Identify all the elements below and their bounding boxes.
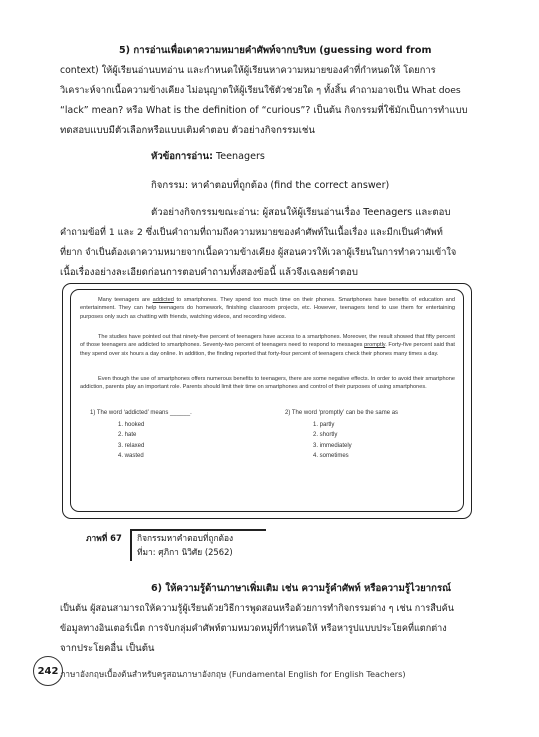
- section-5-line: context) ให้ผู้เรียนอ่านบทอ่าน และกำหนดให้ผู้เรียนหาความหมายของคำที่กำหนดให้ โดยการ: [60, 65, 436, 76]
- activity-label: กิจกรรม:: [151, 180, 189, 191]
- question-2: [285, 408, 398, 462]
- topic-line: [151, 147, 265, 167]
- caption-divider: [130, 529, 132, 561]
- highlighted-word: addicted: [152, 297, 174, 303]
- section-6-line: จากประโยคอื่น เป็นต้น: [60, 643, 155, 654]
- activity-line: [151, 176, 389, 196]
- highlighted-word: promptly: [364, 342, 386, 349]
- reading-paragraph-2: The studies have pointed out that ninety-five percent of teenagers have access to a smartphones. Moreover, the result showed that fifty percent of those teenagers are addicted to smartphones. Seventy-two percent of teenagers need to respond to messages promptly. Forty-five percent said that they spend over six hours a day online. In addition, the finding reported that forty-four percent of teenagers check their phones many times a day.: [80, 334, 455, 357]
- question-2-option: 4. sometimes: [313, 453, 349, 459]
- question-1-option: 4. wasted: [118, 453, 144, 459]
- section-6-line: ข้อมูลทางอินเตอร์เน็ต การจับกลุ่มคำศัพท์ตามหมวดหมู่ที่กำหนดให้ หรือหารูปแบบประโยคที่แตกต่าง: [60, 624, 447, 634]
- section-6-line: 6) ให้ความรู้ด้านภาษาเพิ่มเติม เช่น ความรู้คำศัพท์ หรือความรู้ไวยากรณ์: [151, 583, 452, 594]
- activity-value: หาคำตอบที่ถูกต้อง (find the correct answer): [191, 180, 390, 191]
- figure-title: กิจกรรมหาคำตอบที่ถูกต้อง: [137, 533, 234, 543]
- example-line: ตัวอย่างกิจกรรมขณะอ่าน: ผู้สอนให้ผู้เรียนอ่านเรื่อง Teenagers และตอบ: [151, 207, 451, 218]
- section-5-line: วิเคราะห์จากเนื้อความข้างเคียง ไม่อนุญาตให้ผู้เรียนใช้ตัวช่วยใด ๆ ทั้งสิ้น คำถามอาจเป็น What does: [60, 85, 461, 96]
- question-2-option: 2. shortly: [313, 432, 338, 438]
- question-1-stem: 1) The word ‘addicted’ means ______.: [90, 410, 192, 416]
- figure-source: ที่มา: ศุภิกา นิวิศัย (2562): [137, 547, 233, 557]
- question-1-option: 1. hooked: [118, 421, 145, 428]
- reading-paragraph-3: Even though the use of smartphones offers numerous benefits to teenagers, there are some negative effects. In order to avoid their smartphone addiction, parents play an important role. Parents should limit their time on smartphones and control of their purposes of using smartphones.: [80, 376, 455, 391]
- question-2-option: 3. immediately: [313, 442, 352, 449]
- section-5-line: “lack” mean? หรือ What is the definition of “curious”? เป็นต้น กิจกรรมที่ใช้มักเป็นการทำแบบ: [60, 105, 468, 116]
- page-number: 242: [33, 656, 63, 686]
- section-6-line: เป็นต้น ผู้สอนสามารถให้ความรู้ผู้เรียนด้วยวิธีการพูดสอนหรือด้วยการทำกิจกรรมต่าง ๆ เช่น การสืบค้น: [60, 604, 454, 614]
- figure-label: ภาพที่ 67: [86, 533, 122, 543]
- example-line: ที่ยาก จำเป็นต้องเดาความหมายจากเนื้อความข้างเคียง ผู้สอนควรให้เวลาผู้เรียนในการทำความเข้าใจ: [60, 247, 457, 258]
- reading-paragraph-1: Many teenagers are addicted to smartphones. They spend too much time on their phones. Smartphones have benefits of education and entertainment. They can help teenagers do homework, finishing classroom projects, etc. However, teenagers tend to use them for entertaining purposes only such as chatting with friends, watching videos, and recording videos.: [80, 297, 456, 320]
- question-1-option: 2. hate: [118, 432, 137, 438]
- question-2-stem: 2) The word ‘promptly’ can be the same as: [285, 410, 399, 416]
- question-1: [90, 408, 192, 462]
- example-line: คำถามข้อที่ 1 และ 2 ซึ่งเป็นคำถามที่ถามถึงความหมายของคำศัพท์ในเนื้อเรื่อง และมีกเป็นคำศัพท์: [60, 227, 443, 238]
- question-2-option: 1. partly: [313, 421, 335, 428]
- running-footer: ภาษาอังกฤษเบื้องต้นสำหรับครูสอนภาษาอังกฤษ (Fundamental English for English Teachers): [60, 669, 406, 679]
- topic-value: Teenagers: [216, 151, 265, 162]
- section-5-line: ทดสอบแบบมีตัวเลือกหรือแบบเติมคำตอบ ตัวอย่างกิจกรรมเช่น: [60, 125, 315, 136]
- example-line: เนื้อเรื่องอย่างละเอียดก่อนการตอบคำถามทั้งสองข้อนี้ แล้วจึงเฉลยคำตอบ: [60, 267, 358, 278]
- section-5-heading: 5) การอ่านเพื่อเดาความหมายคำศัพท์จากบริบท (guessing word from: [119, 45, 432, 56]
- question-1-option: 3. relaxed: [118, 442, 145, 449]
- figure-inner-frame: [70, 289, 464, 512]
- topic-label: หัวข้อการอ่าน:: [151, 151, 213, 162]
